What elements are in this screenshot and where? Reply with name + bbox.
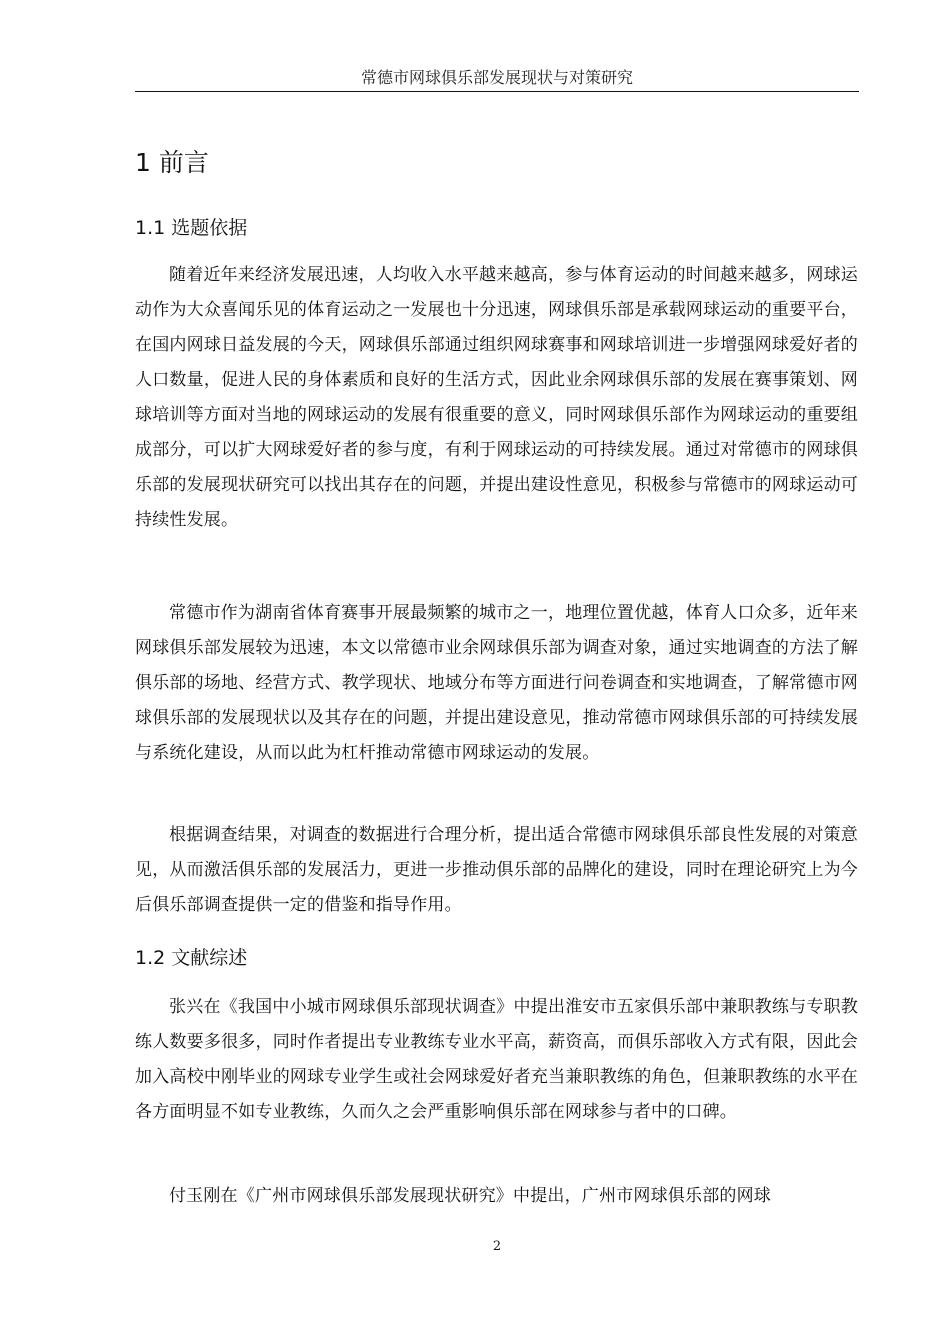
paragraph-1-2-2: 付玉刚在《广州市网球俱乐部发展现状研究》中提出，广州市网球俱乐部的网球: [169, 1186, 771, 1206]
paragraph-1-1-2: 常德市作为湖南省体育赛事开展最频繁的城市之一，地理位置优越，体育人口众多，近年来网球俱乐部发展较为迅速，本文以常德市业余网球俱乐部为调查对象，通过实地调查的方法了解俱乐部的场地、经营方式、教学现状、地域分布等方面进行问卷调查和实地调查，了解常德市网球俱乐部的发展现状以及其存在的问题，并提出建设意见，推动常德市网球俱乐部的可持续发展与系统化建设，从而以此为杠杆推动常德市网球运动的发展。: [135, 603, 858, 763]
page-number: 2: [492, 1239, 502, 1254]
paragraph-1-1-3: 根据调查结果，对调查的数据进行合理分析，提出适合常德市网球俱乐部良性发展的对策意见，从而激活俱乐部的发展活力，更进一步推动俱乐部的品牌化的建设，同时在理论研究上为今后俱乐部调查提供一定的借鉴和指导作用。: [135, 825, 858, 915]
running-header: 常德市网球俱乐部发展现状与对策研究: [360, 68, 633, 87]
header-divider: [135, 91, 859, 92]
paragraph-1-2-1: 张兴在《我国中小城市网球俱乐部现状调查》中提出淮安市五家俱乐部中兼职教练与专职教练人数要多很多，同时作者提出专业教练专业水平高，薪资高，而俱乐部收入方式有限，因此会加入高校中刚毕业的网球专业学生或社会网球爱好者充当兼职教练的角色，但兼职教练的水平在各方面明显不如专业教练，久而久之会严重影响俱乐部在网球参与者中的口碑。: [135, 997, 858, 1122]
section-title-1-1: 1.1 选题依据: [135, 217, 248, 239]
paragraph-1-1-1: 随着近年来经济发展迅速，人均收入水平越来越高，参与体育运动的时间越来越多，网球运动作为大众喜闻乐见的体育运动之一发展也十分迅速，网球俱乐部是承载网球运动的重要平台，在国内网球日益发展的今天，网球俱乐部通过组织网球赛事和网球培训进一步增强网球爱好者的人口数量，促进人民的身体素质和良好的生活方式，因此业余网球俱乐部的发展在赛事策划、网球培训等方面对当地的网球运动的发展有很重要的意义，同时网球俱乐部作为网球运动的重要组成部分，可以扩大网球爱好者的参与度，有利于网球运动的可持续发展。通过对常德市的网球俱乐部的发展现状研究可以找出其存在的问题，并提出建设性意见，积极参与常德市的网球运动可持续性发展。: [135, 265, 858, 530]
chapter-title: 1 前言: [135, 148, 209, 177]
section-title-1-2: 1.2 文献综述: [135, 947, 248, 969]
